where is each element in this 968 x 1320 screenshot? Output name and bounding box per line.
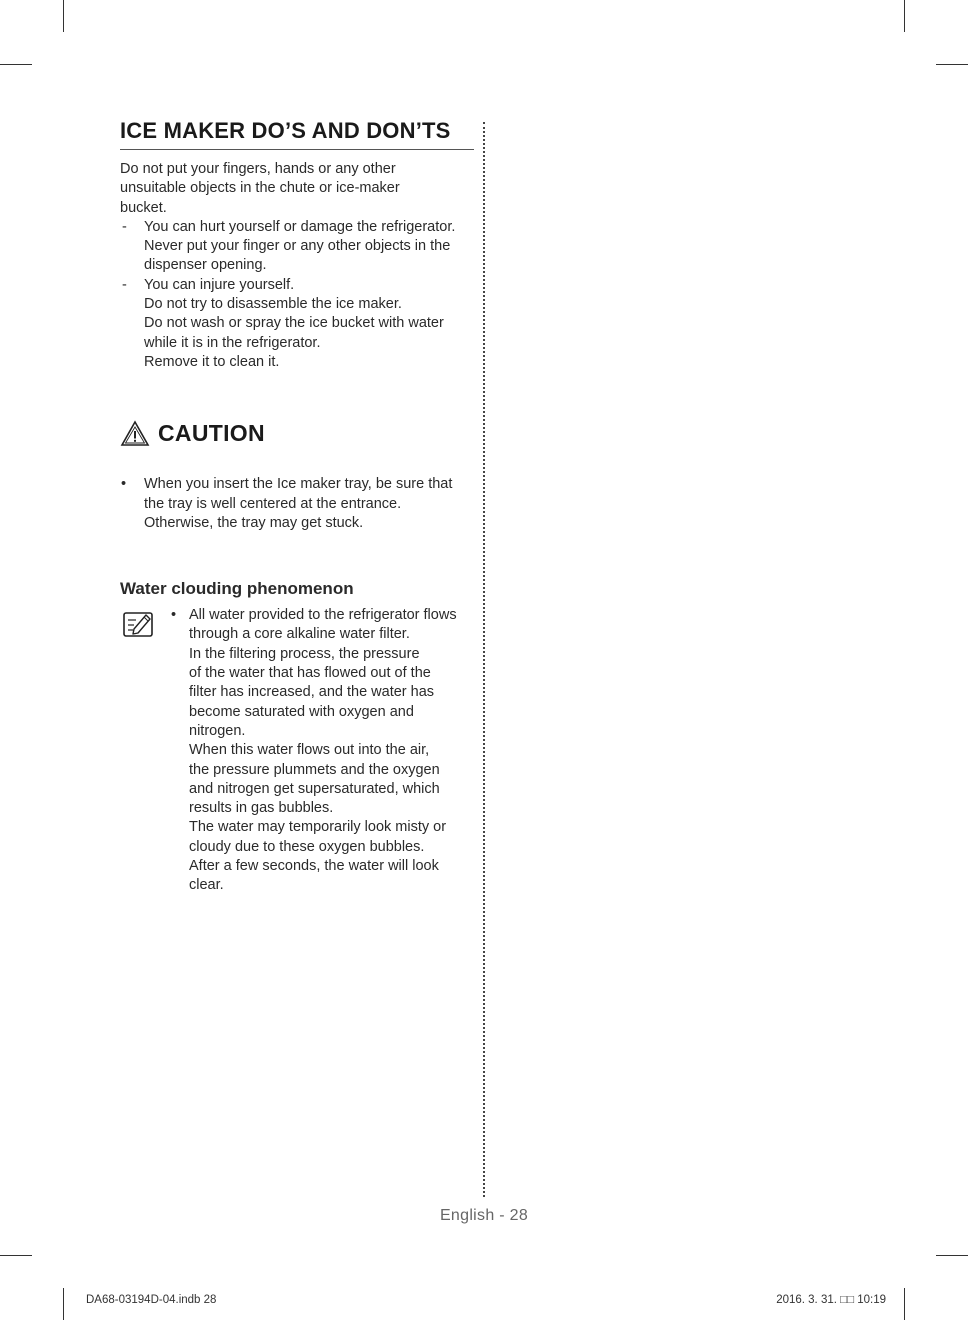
water-line: through a core alkaline water filter. (189, 626, 410, 643)
water-clouding-title: Water clouding phenomenon (120, 579, 354, 599)
water-line: cloudy due to these oxygen bubbles. (189, 838, 425, 855)
bullet-marker: • (121, 476, 127, 493)
water-clouding-bullet-item (165, 606, 474, 895)
water-line: filter has increased, and the water has (189, 684, 435, 701)
water-line: become saturated with oxygen and (189, 703, 414, 720)
note-pencil-icon (120, 610, 160, 640)
caution-heading (120, 420, 474, 447)
water-line: clear. (189, 877, 224, 894)
caution-bullet-list (120, 475, 474, 533)
water-line: results in gas bubbles. (189, 800, 334, 817)
page-number: English - 28 (439, 1207, 529, 1224)
crop-mark-right-upper (936, 64, 968, 65)
caution-line: When you insert the Ice maker tray, be sure that (144, 476, 453, 493)
water-line: All water provided to the refrigerator flows (189, 607, 457, 624)
crop-mark-top-left (63, 0, 64, 32)
dash-item-line: dispenser opening. (144, 257, 267, 274)
water-line: After a few seconds, the water will look (189, 858, 439, 875)
dash-item-line: Do not try to disassemble the ice maker. (144, 296, 402, 313)
crop-mark-top-right (904, 0, 905, 32)
crop-mark-bottom-left (63, 1288, 64, 1320)
intro-paragraph (120, 160, 474, 218)
crop-mark-bottom-right (904, 1288, 905, 1320)
warning-triangle-icon (120, 420, 150, 447)
section-title: ICE MAKER DO’S AND DON’TS (120, 118, 474, 150)
intro-line: bucket. (120, 199, 167, 216)
bullet-marker: • (171, 607, 177, 624)
water-line: the pressure plummets and the oxygen (189, 761, 440, 778)
caution-line: the tray is well centered at the entrance. (144, 495, 402, 512)
dash-item-line: Never put your finger or any other objects in the (144, 238, 451, 255)
dash-item (120, 276, 474, 372)
water-clouding-note (120, 606, 474, 895)
dash-item (120, 218, 474, 276)
water-line: of the water that has flowed out of the (189, 665, 431, 682)
water-line: nitrogen. (189, 722, 246, 739)
crop-mark-left-lower (0, 1255, 32, 1256)
water-line: and nitrogen get supersaturated, which (189, 780, 440, 797)
dash-marker: - (122, 218, 127, 235)
left-column (120, 118, 474, 896)
footer-timestamp: 2016. 3. 31. □□ 10:19 (776, 1294, 886, 1306)
intro-line: Do not put your fingers, hands or any other (120, 161, 396, 177)
dash-marker: - (122, 276, 127, 293)
dash-item-line: while it is in the refrigerator. (144, 334, 321, 351)
caution-title: CAUTION (158, 420, 265, 447)
crop-mark-right-lower (936, 1255, 968, 1256)
dash-item-line: You can injure yourself. (144, 276, 295, 293)
column-divider (483, 122, 485, 1197)
footer-file-name: DA68-03194D-04.indb 28 (86, 1294, 217, 1306)
water-line: When this water flows out into the air, (189, 742, 430, 759)
water-line: In the filtering process, the pressure (189, 645, 420, 662)
dash-item-line: You can hurt yourself or damage the refrigerator. (144, 218, 456, 235)
dash-item-line: Do not wash or spray the ice bucket with water (144, 315, 444, 332)
crop-mark-left-upper (0, 64, 32, 65)
caution-bullet-item (120, 475, 474, 533)
intro-line: unsuitable objects in the chute or ice-maker (120, 180, 400, 197)
dash-list (120, 218, 474, 372)
caution-line: Otherwise, the tray may get stuck. (144, 514, 364, 531)
water-line: The water may temporarily look misty or (189, 819, 447, 836)
dash-item-line: Remove it to clean it. (144, 353, 280, 370)
